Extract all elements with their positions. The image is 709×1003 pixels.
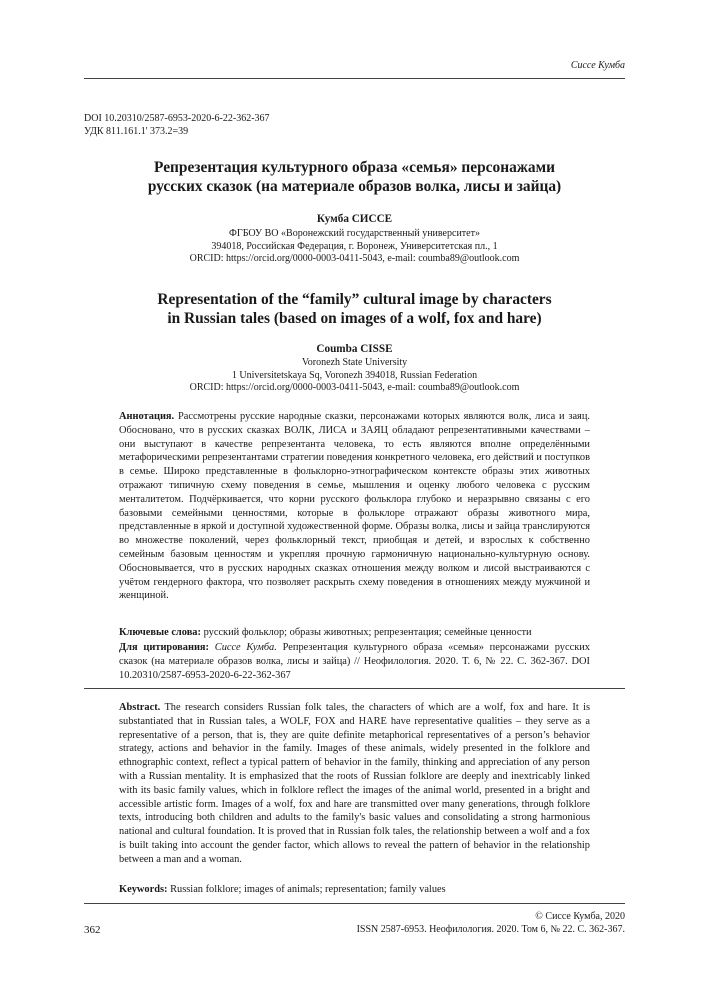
footer-rule (84, 903, 625, 904)
citation-russian-text: Репрезентация культурного образа «семья» персонажами русских сказок (на материале образов волка, лисы и зайца) // Неофилология. 2020. Т. 6, № 22. С. 362-367. DOI 10.20310/2587-6953-2020-6-22-362-367 (119, 642, 590, 681)
title-russian-line-2: русских сказок (на материале образов волка, лисы и зайца) (147, 178, 562, 195)
citation-russian-label: Для цитирования: (119, 642, 210, 653)
abstract-russian (119, 410, 590, 603)
citation-russian-author: Сиссе Кумба. (214, 642, 277, 653)
title-russian (84, 158, 625, 196)
keywords-english-label: Keywords: (119, 884, 168, 895)
title-russian-line-1: Репрезентация культурного образа «семья» персонажами (154, 159, 555, 176)
doi: DOI 10.20310/2587-6953-2020-6-22-362-367 (84, 113, 270, 124)
author-english: Coumba CISSE (316, 343, 393, 355)
running-head: Сиссе Кумба (570, 60, 625, 71)
affiliation-english-line-3: ORCID: https://orcid.org/0000-0003-0411-5043, e-mail: coumba89@outlook.com (189, 382, 520, 393)
keywords-russian (119, 626, 590, 640)
affiliation-english-line-2: 1 Universitetskaya Sq, Voronezh 394018, Russian Federation (231, 369, 478, 381)
copyright: © Сиссе Кумба, 2020 (535, 911, 625, 922)
title-english (84, 290, 625, 328)
keywords-russian-label: Ключевые слова: (119, 627, 201, 638)
keywords-english (119, 883, 590, 897)
affiliation-russian-line-1: ФГБОУ ВО «Воронежский государственный университет» (229, 228, 480, 239)
affiliation-russian-line-3: ORCID: https://orcid.org/0000-0003-0411-5043, e-mail: coumba89@outlook.com (189, 253, 520, 264)
abstract-english-text: The research considers Russian folk tales, the characters of which are a wolf, fox and hare. It is substantiated that in Russian tales, a WOLF, FOX and HARE have representative qualities – they serve as a representative of a person, that is, they are quite definite metaphorical representatives of a person’s behavior strategy, actions and behavior in the family. Images of these animals, widely presented in the folklore and ethnographic context, reflect a typical pattern of behavior in the family, thinking and appreciation of any person with a Russian mentality. It is emphasized that the roots of Russian folklore are deeply and inextricably linked with its basic family values, which in folklore reflect the images of the animal world, presented in a bright and accessible artistic form. Images of a wolf, fox and hare are transmitted over many generations, through folklore texts, introducing both children and adults to the family's basic values and consolidating a strong harmonious national and cultural foundation. It is proved that in Russian folk tales, the relationship between a wolf and a fox is built taking into account the gender factor, which allows to reveal the pattern of behavior in the relationship between a man and a woman. (119, 702, 591, 865)
title-english-line-1: Representation of the “family” cultural image by characters (157, 291, 552, 308)
affiliation-russian-line-2: 394018, Российская Федерация, г. Воронеж, Университетская пл., 1 (211, 240, 498, 252)
affiliation-russian (84, 228, 625, 266)
title-english-line-2: in Russian tales (based on images of a wolf, fox and hare) (167, 310, 542, 327)
udk: УДК 811.161.1' 373.2=39 (84, 125, 189, 137)
affiliation-english (84, 357, 625, 395)
affiliation-english-line-1: Voronezh State University (301, 357, 408, 368)
abstract-russian-label: Аннотация. (119, 411, 175, 422)
section-rule (84, 688, 625, 689)
journal-issn: ISSN 2587-6953. Неофилология. 2020. Том 6, № 22. С. 362-367. (356, 924, 625, 935)
article-identifiers (84, 113, 270, 138)
header-rule (84, 78, 625, 79)
abstract-english-label: Abstract. (119, 702, 161, 713)
citation-russian (119, 641, 590, 682)
page-number: 362 (84, 924, 101, 936)
keywords-russian-text: русский фольклор; образы животных; репрезентация; семейные ценности (203, 627, 532, 638)
abstract-english (119, 701, 590, 867)
keywords-english-text: Russian folklore; images of animals; representation; family values (170, 884, 446, 895)
author-russian: Кумба СИССЕ (316, 213, 393, 225)
abstract-russian-text: Рассмотрены русские народные сказки, персонажами которых являются волк, лиса и заяц. Обосновано, что в русских сказках ВОЛК, ЛИСА и ЗАЯЦ обладают репрезентативными качествами – они выступают в качестве репрезентанта человека, то есть являются вполне определёнными метафорическими репрезентантами стратегии поведения конкретного человека, его действий и поступков в семье. Широко представленные в фольклорно-этнографическом контексте образы этих животных отражают типичную схему поведения в семье, мышления и оценку любого человека с русским менталитетом. Подчёркивается, что корни русского фольклора глубоко и неразрывно связаны с его базовыми семейными ценностями, которые в фольклоре отражают образы животного мира, представленные в яркой и доступной художественной форме. Образы волка, лисы и зайца транслируются во множестве поколений, через фольклорный текст, приобщая и детей, и взрослых к собственно семейным базовым ценностям и укрепляя прочную гармоничную национально-культурную основу. Обосновывается, что в русских народных сказках отношения между волком и лисой выстраиваются с учётом гендерного фактора, что позволяет раскрыть схему поведения в отношениях между мужчиной и женщиной. (119, 411, 590, 602)
